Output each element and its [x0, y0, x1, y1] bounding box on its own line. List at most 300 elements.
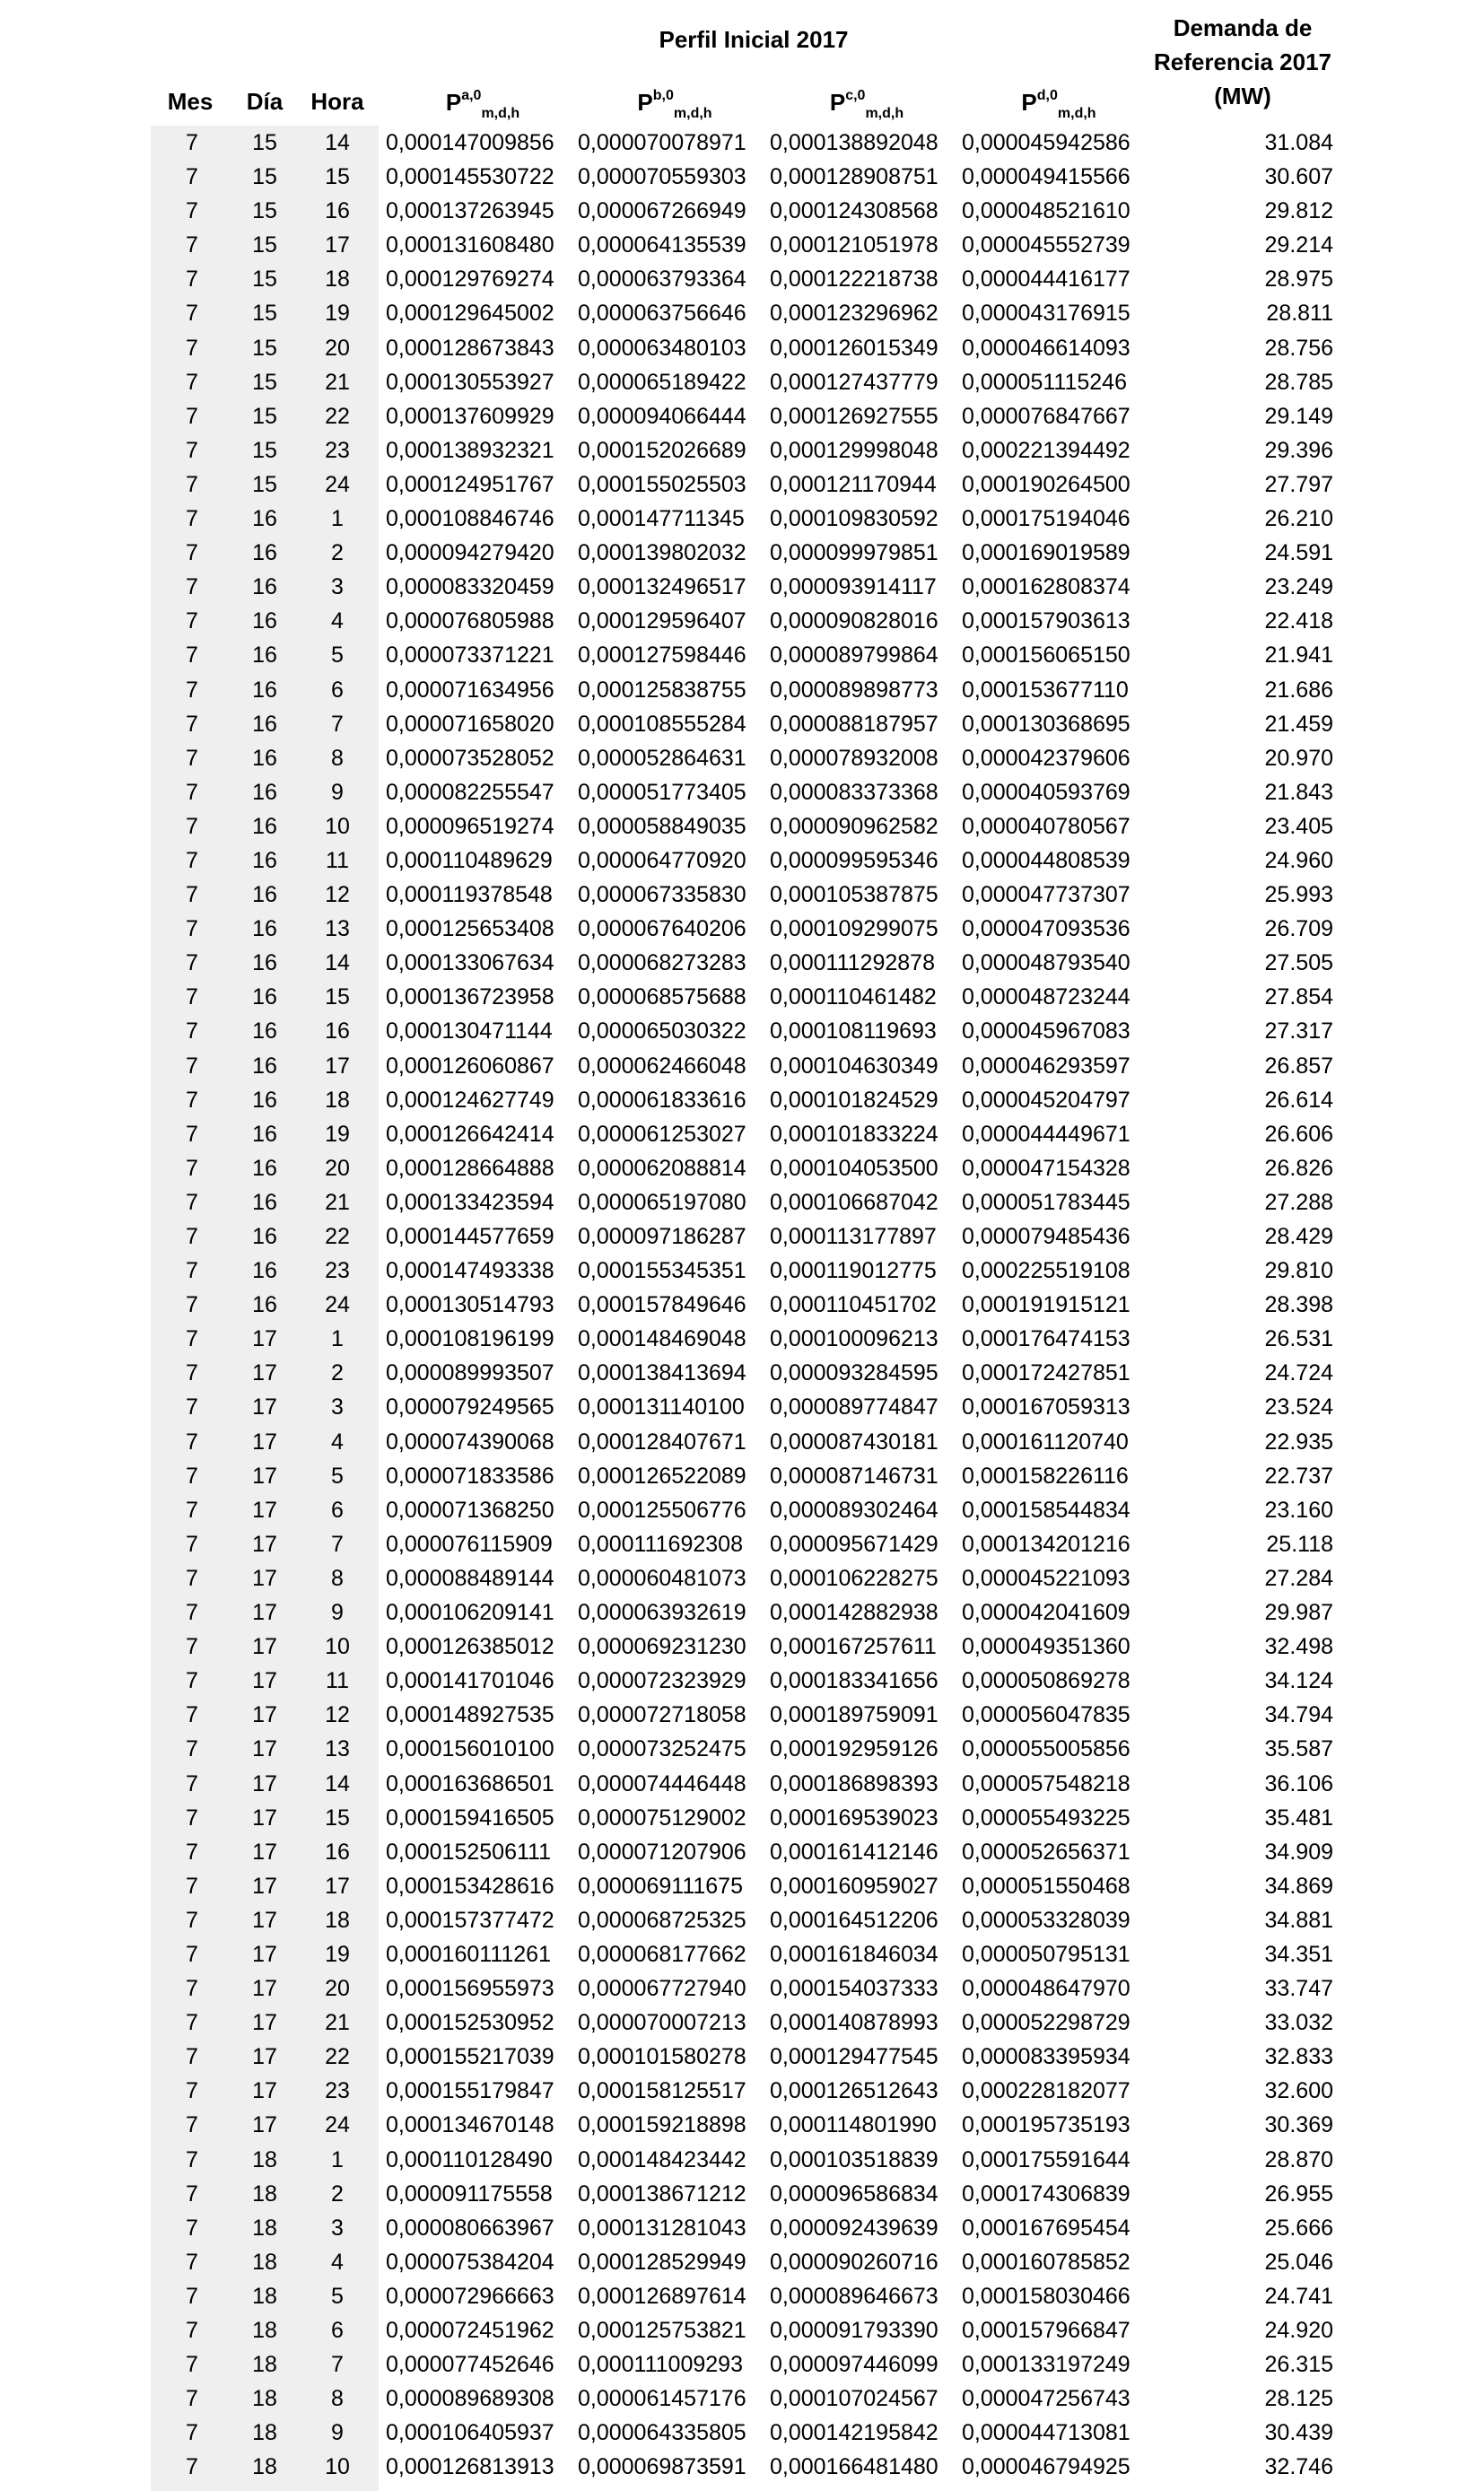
cell-pb: 0,000062088814	[578, 1155, 746, 1181]
cell-dia: 16	[252, 847, 277, 873]
table-row	[0, 1664, 1484, 1698]
cell-pb: 0,000069111675	[578, 1873, 743, 1899]
cell-dia: 16	[252, 916, 277, 942]
cell-pc: 0,000104053500	[770, 1155, 938, 1181]
cell-mes: 7	[186, 1121, 198, 1147]
cell-pa: 0,000141701046	[386, 1668, 554, 1694]
table-row	[0, 2006, 1484, 2040]
table-row	[0, 1185, 1484, 1219]
cell-pa: 0,000156955973	[386, 1976, 554, 2002]
cell-demanda: 28.125	[1264, 2386, 1333, 2412]
cell-pb: 0,000126897614	[578, 2283, 746, 2309]
cell-hora: 17	[325, 1053, 350, 1079]
cell-pb: 0,000070078971	[578, 130, 746, 155]
cell-pc: 0,000129998048	[770, 437, 938, 463]
cell-pc: 0,000100096213	[770, 1326, 938, 1352]
cell-demanda: 28.811	[1266, 301, 1333, 327]
cell-pc: 0,000093914117	[770, 574, 937, 600]
cell-pc: 0,000126015349	[770, 335, 938, 361]
table-row	[0, 2143, 1484, 2177]
cell-mes: 7	[186, 882, 198, 908]
cell-demanda: 24.724	[1264, 1360, 1333, 1386]
cell-hora: 15	[325, 984, 350, 1010]
cell-pc: 0,000091793390	[770, 2318, 938, 2343]
cell-pd: 0,000042041609	[962, 1600, 1130, 1626]
cell-dia: 16	[252, 677, 277, 703]
cell-pa: 0,000108196199	[386, 1326, 554, 1352]
cell-pa: 0,000126385012	[386, 1634, 554, 1660]
cell-pa: 0,000159416505	[386, 1805, 554, 1831]
cell-pd: 0,000169019589	[962, 540, 1130, 566]
cell-demanda: 24.591	[1264, 540, 1333, 566]
cell-pb: 0,000125838755	[578, 677, 746, 703]
cell-pa: 0,000137263945	[386, 198, 554, 224]
cell-hora: 14	[325, 130, 350, 155]
cell-pa: 0,000119378548	[386, 882, 553, 908]
table-row	[0, 1254, 1484, 1288]
table-row	[0, 2074, 1484, 2108]
cell-dia: 16	[252, 608, 277, 634]
cell-pc: 0,000096586834	[770, 2181, 938, 2207]
cell-pa: 0,000108846746	[386, 506, 554, 532]
cell-mes: 7	[186, 2352, 198, 2378]
table-row	[0, 570, 1484, 604]
cell-hora: 2	[331, 540, 344, 566]
cell-mes: 7	[186, 1053, 198, 1079]
cell-dia: 16	[252, 1258, 277, 1284]
cell-pa: 0,000148927535	[386, 1702, 554, 1728]
table-row	[0, 1288, 1484, 1322]
cell-pa: 0,000129769274	[386, 267, 554, 293]
table-row	[0, 126, 1484, 160]
cell-pb: 0,000147711345	[578, 506, 745, 532]
cell-pd: 0,000046614093	[962, 335, 1130, 361]
cell-demanda: 26.531	[1264, 1326, 1333, 1352]
cell-dia: 17	[252, 1634, 277, 1660]
cell-hora: 19	[325, 301, 350, 327]
cell-hora: 11	[326, 847, 349, 873]
cell-demanda: 29.810	[1264, 1258, 1333, 1284]
cell-pb: 0,000067335830	[578, 882, 746, 908]
cell-pc: 0,000166481480	[770, 2454, 938, 2480]
cell-dia: 16	[252, 642, 277, 669]
cell-pc: 0,000106228275	[770, 1565, 938, 1591]
cell-hora: 24	[325, 471, 350, 497]
cell-pa: 0,000137609929	[386, 403, 554, 429]
cell-pa: 0,000073528052	[386, 745, 554, 771]
cell-pb: 0,000128407671	[578, 1429, 746, 1455]
cell-demanda: 34.909	[1264, 1839, 1333, 1865]
cell-pc: 0,000099979851	[770, 540, 938, 566]
cell-pa: 0,000072451962	[386, 2318, 554, 2343]
cell-demanda: 27.288	[1264, 1189, 1333, 1215]
cell-pd: 0,000156065150	[962, 642, 1130, 669]
cell-pb: 0,000131281043	[578, 2215, 746, 2241]
cell-pb: 0,000094066444	[578, 403, 746, 429]
cell-pc: 0,000183341656	[770, 1668, 938, 1694]
cell-hora: 3	[331, 2215, 344, 2241]
cell-mes: 7	[186, 1668, 198, 1694]
cell-mes: 7	[186, 2112, 198, 2138]
cell-hora: 8	[331, 2386, 344, 2412]
cell-pc: 0,000167257611	[770, 1634, 937, 1660]
cell-demanda: 33.747	[1264, 1976, 1333, 2002]
cell-mes: 7	[186, 1429, 198, 1455]
cell-mes: 7	[186, 1292, 198, 1318]
cell-demanda: 29.812	[1264, 198, 1333, 224]
table-row	[0, 1732, 1484, 1766]
cell-pc: 0,000128908751	[770, 164, 938, 190]
cell-hora: 12	[325, 882, 350, 908]
cell-mes: 7	[186, 1634, 198, 1660]
cell-hora: 6	[331, 2318, 344, 2343]
cell-dia: 18	[252, 2215, 277, 2241]
cell-hora: 2	[331, 1360, 344, 1386]
cell-pb: 0,000128529949	[578, 2249, 746, 2275]
cell-mes: 7	[186, 2283, 198, 2309]
cell-pc: 0,000129477545	[770, 2044, 938, 2070]
p-symbol: P	[637, 89, 653, 116]
p-subscript: m,d,h	[673, 106, 712, 121]
cell-pc: 0,000092439639	[770, 2215, 938, 2241]
cell-mes: 7	[186, 916, 198, 942]
cell-pd: 0,000045221093	[962, 1565, 1130, 1591]
table-row	[0, 1561, 1484, 1595]
cell-pd: 0,000048647970	[962, 1976, 1130, 2002]
cell-dia: 16	[252, 574, 277, 600]
cell-dia: 17	[252, 1531, 277, 1557]
cell-demanda: 27.284	[1264, 1565, 1333, 1591]
cell-pb: 0,000072323929	[578, 1668, 746, 1694]
cell-pc: 0,000083373368	[770, 779, 938, 805]
cell-pc: 0,000161846034	[770, 1941, 938, 1967]
cell-pa: 0,000133067634	[386, 950, 554, 976]
col-header-pc	[770, 88, 964, 122]
cell-pd: 0,000225519108	[962, 1258, 1130, 1284]
p-superscript: d,0	[1036, 88, 1058, 103]
cell-hora: 10	[325, 813, 350, 839]
cell-pa: 0,000106209141	[386, 1600, 554, 1626]
cell-pd: 0,000172427851	[962, 1360, 1130, 1386]
table-row	[0, 399, 1484, 433]
table-row	[0, 2313, 1484, 2347]
cell-pd: 0,000044416177	[962, 267, 1130, 293]
cell-pc: 0,000108119693	[770, 1018, 937, 1044]
cell-hora: 8	[331, 1565, 344, 1591]
cell-dia: 16	[252, 779, 277, 805]
table-row	[0, 1014, 1484, 1048]
cell-demanda: 23.524	[1264, 1394, 1333, 1420]
cell-pd: 0,000049351360	[962, 1634, 1130, 1660]
cell-mes: 7	[186, 1839, 198, 1865]
cell-pc: 0,000119012775	[770, 1258, 937, 1284]
col-header-dia: Día	[246, 88, 284, 115]
table-row	[0, 1219, 1484, 1254]
cell-demanda: 26.857	[1264, 1053, 1333, 1079]
cell-pc: 0,000186898393	[770, 1770, 938, 1796]
cell-pa: 0,000080663967	[386, 2215, 554, 2241]
cell-mes: 7	[186, 2215, 198, 2241]
cell-demanda: 35.587	[1264, 1736, 1333, 1762]
cell-pd: 0,000134201216	[962, 1531, 1130, 1557]
p-superscript: b,0	[652, 88, 674, 103]
cell-pb: 0,000101580278	[578, 2044, 746, 2070]
cell-pa: 0,000155217039	[386, 2044, 554, 2070]
cell-pc: 0,000189759091	[770, 1702, 938, 1728]
cell-demanda: 26.210	[1264, 506, 1333, 532]
cell-pa: 0,000133423594	[386, 1189, 554, 1215]
table-row	[0, 1322, 1484, 1356]
table-row	[0, 1971, 1484, 2006]
cell-pa: 0,000073371221	[386, 642, 554, 669]
cell-hora: 7	[331, 1531, 344, 1557]
cell-dia: 18	[252, 2420, 277, 2446]
cell-pd: 0,000130368695	[962, 711, 1130, 737]
cell-mes: 7	[186, 198, 198, 224]
cell-mes: 7	[186, 984, 198, 1010]
cell-pd: 0,000157903613	[962, 608, 1130, 634]
cell-pd: 0,000160785852	[962, 2249, 1130, 2275]
cell-hora: 14	[325, 950, 350, 976]
cell-dia: 17	[252, 2078, 277, 2104]
cell-pb: 0,000065030322	[578, 1018, 746, 1044]
col-header-hora: Hora	[310, 88, 364, 115]
table-row	[0, 468, 1484, 502]
cell-hora: 4	[331, 2249, 344, 2275]
cell-dia: 15	[252, 267, 277, 293]
cell-pb: 0,000063793364	[578, 267, 746, 293]
table-row	[0, 1835, 1484, 1869]
cell-dia: 17	[252, 1941, 277, 1967]
cell-pb: 0,000138413694	[578, 1360, 746, 1386]
p-subscript: m,d,h	[481, 106, 520, 121]
cell-pd: 0,000042379606	[962, 745, 1130, 771]
cell-pd: 0,000167059313	[962, 1394, 1130, 1420]
cell-pd: 0,000050795131	[962, 1941, 1130, 1967]
cell-pa: 0,000131608480	[386, 232, 554, 258]
cell-mes: 7	[186, 574, 198, 600]
cell-pd: 0,000040593769	[962, 779, 1130, 805]
cell-dia: 17	[252, 1463, 277, 1489]
cell-pc: 0,000104630349	[770, 1053, 938, 1079]
table-row	[0, 2382, 1484, 2416]
cell-pc: 0,000123296962	[770, 301, 938, 327]
cell-mes: 7	[186, 403, 198, 429]
cell-hora: 19	[325, 1941, 350, 1967]
cell-dia: 16	[252, 1087, 277, 1113]
cell-pc: 0,000093284595	[770, 1360, 938, 1386]
p-symbol: P	[829, 89, 846, 116]
table-row	[0, 1356, 1484, 1390]
cell-demanda: 26.315	[1264, 2352, 1333, 2378]
cell-pd: 0,000040780567	[962, 813, 1130, 839]
cell-demanda: 30.607	[1264, 164, 1333, 190]
cell-pa: 0,000152506111	[386, 1839, 551, 1865]
cell-pb: 0,000063932619	[578, 1600, 746, 1626]
cell-pc: 0,000089898773	[770, 677, 938, 703]
cell-dia: 16	[252, 813, 277, 839]
cell-pa: 0,000128673843	[386, 335, 554, 361]
cell-dia: 16	[252, 882, 277, 908]
cell-pb: 0,000065197080	[578, 1189, 746, 1215]
cell-pd: 0,000175194046	[962, 506, 1130, 532]
cell-dia: 17	[252, 1976, 277, 2002]
cell-pb: 0,000138671212	[578, 2181, 746, 2207]
cell-dia: 16	[252, 950, 277, 976]
group-title: Perfil Inicial 2017	[659, 26, 849, 53]
cell-mes: 7	[186, 2249, 198, 2275]
cell-mes: 7	[186, 813, 198, 839]
cell-mes: 7	[186, 1873, 198, 1899]
cell-hora: 22	[325, 1224, 350, 1249]
cell-pc: 0,000078932008	[770, 745, 938, 771]
demand-title-line-3: (MW)	[1214, 83, 1271, 109]
cell-dia: 15	[252, 232, 277, 258]
cell-demanda: 20.970	[1264, 745, 1333, 771]
cell-pb: 0,000064770920	[578, 847, 746, 873]
cell-hora: 4	[331, 608, 344, 634]
cell-hora: 18	[325, 1087, 350, 1113]
cell-pd: 0,000055493225	[962, 1805, 1130, 1831]
cell-pb: 0,000126522089	[578, 1463, 746, 1489]
cell-pd: 0,000221394492	[962, 437, 1130, 463]
cell-hora: 20	[325, 1155, 350, 1181]
cell-dia: 16	[252, 1224, 277, 1249]
cell-hora: 15	[325, 1805, 350, 1831]
cell-pb: 0,000125506776	[578, 1497, 746, 1523]
cell-pb: 0,000068273283	[578, 950, 746, 976]
cell-pc: 0,000090962582	[770, 813, 938, 839]
cell-demanda: 22.935	[1264, 1429, 1333, 1455]
cell-mes: 7	[186, 540, 198, 566]
p-superscript: a,0	[461, 88, 482, 103]
cell-pc: 0,000089799864	[770, 642, 938, 669]
cell-pb: 0,000148423442	[578, 2146, 746, 2172]
cell-mes: 7	[186, 437, 198, 463]
cell-mes: 7	[186, 1224, 198, 1249]
cell-pd: 0,000190264500	[962, 471, 1130, 497]
cell-pd: 0,000047154328	[962, 1155, 1130, 1181]
cell-pa: 0,000157377472	[386, 1907, 554, 1933]
cell-pa: 0,000130471144	[386, 1018, 553, 1044]
cell-demanda: 34.351	[1264, 1941, 1333, 1967]
cell-pa: 0,000083320459	[386, 574, 554, 600]
cell-pa: 0,000071634956	[386, 677, 554, 703]
cell-pb: 0,000159218898	[578, 2112, 746, 2138]
cell-demanda: 27.854	[1264, 984, 1333, 1010]
cell-dia: 16	[252, 1053, 277, 1079]
col-header-pd	[962, 88, 1156, 122]
cell-pc: 0,000122218738	[770, 267, 938, 293]
cell-hora: 23	[325, 2078, 350, 2104]
cell-pd: 0,000043176915	[962, 301, 1130, 327]
cell-hora: 21	[325, 369, 350, 395]
cell-pb: 0,000068725325	[578, 1907, 746, 1933]
table-row	[0, 536, 1484, 570]
cell-dia: 15	[252, 437, 277, 463]
cell-pb: 0,000155025503	[578, 471, 746, 497]
cell-hora: 21	[325, 1189, 350, 1215]
cell-demanda: 28.785	[1264, 369, 1333, 395]
cell-demanda: 29.396	[1264, 437, 1333, 463]
cell-mes: 7	[186, 1189, 198, 1215]
cell-dia: 17	[252, 1668, 277, 1694]
cell-dia: 18	[252, 2146, 277, 2172]
cell-hora: 18	[325, 267, 350, 293]
demand-title-line-2: Referencia 2017	[1153, 48, 1332, 75]
cell-pa: 0,000152530952	[386, 2010, 554, 2036]
cell-pa: 0,000136723958	[386, 984, 554, 1010]
demand-title	[1139, 11, 1346, 113]
cell-mes: 7	[186, 1394, 198, 1420]
cell-demanda: 32.600	[1264, 2078, 1333, 2104]
cell-pb: 0,000061457176	[578, 2386, 746, 2412]
cell-mes: 7	[186, 335, 198, 361]
cell-pa: 0,000156010100	[386, 1736, 554, 1762]
cell-pa: 0,000147493338	[386, 1258, 554, 1284]
cell-hora: 11	[326, 1668, 349, 1694]
cell-pd: 0,000051115246	[962, 369, 1127, 395]
cell-pc: 0,000097446099	[770, 2352, 938, 2378]
cell-hora: 7	[331, 711, 344, 737]
cell-dia: 15	[252, 335, 277, 361]
cell-pc: 0,000106687042	[770, 1189, 938, 1215]
cell-demanda: 29.214	[1264, 232, 1333, 258]
cell-hora: 22	[325, 403, 350, 429]
cell-pd: 0,000051550468	[962, 1873, 1130, 1899]
cell-hora: 13	[325, 1736, 350, 1762]
cell-hora: 9	[331, 779, 344, 805]
cell-mes: 7	[186, 267, 198, 293]
cell-pb: 0,000068575688	[578, 984, 746, 1010]
cell-pb: 0,000069873591	[578, 2454, 746, 2480]
cell-demanda: 33.032	[1264, 2010, 1333, 2036]
cell-pd: 0,000050869278	[962, 1668, 1130, 1694]
cell-pa: 0,000129645002	[386, 301, 554, 327]
cell-mes: 7	[186, 1463, 198, 1489]
cell-pc: 0,000110451702	[770, 1292, 937, 1318]
p-superscript: c,0	[845, 88, 866, 103]
cell-hora: 2	[331, 2181, 344, 2207]
cell-hora: 9	[331, 1600, 344, 1626]
cell-pc: 0,000126927555	[770, 403, 938, 429]
cell-pd: 0,000174306839	[962, 2181, 1130, 2207]
cell-hora: 22	[325, 2044, 350, 2070]
cell-pc: 0,000090828016	[770, 608, 938, 634]
cell-pd: 0,000046293597	[962, 1053, 1130, 1079]
cell-pd: 0,000047256743	[962, 2386, 1130, 2412]
cell-hora: 17	[325, 1873, 350, 1899]
cell-pd: 0,000045552739	[962, 232, 1130, 258]
table-row	[0, 2040, 1484, 2074]
cell-pc: 0,000138892048	[770, 130, 938, 155]
table-row	[0, 1083, 1484, 1117]
cell-pc: 0,000124308568	[770, 198, 938, 224]
cell-dia: 15	[252, 164, 277, 190]
cell-pb: 0,000062466048	[578, 1053, 746, 1079]
cell-pa: 0,000124951767	[386, 471, 554, 497]
cell-pc: 0,000192959126	[770, 1736, 938, 1762]
cell-mes: 7	[186, 130, 198, 155]
table-row	[0, 1117, 1484, 1151]
cell-pc: 0,000111292878	[770, 950, 935, 976]
cell-pd: 0,000195735193	[962, 2112, 1130, 2138]
table-row	[0, 2347, 1484, 2382]
table-row	[0, 638, 1484, 672]
cell-hora: 21	[325, 2010, 350, 2036]
cell-hora: 14	[325, 1770, 350, 1796]
cell-pa: 0,000074390068	[386, 1429, 554, 1455]
